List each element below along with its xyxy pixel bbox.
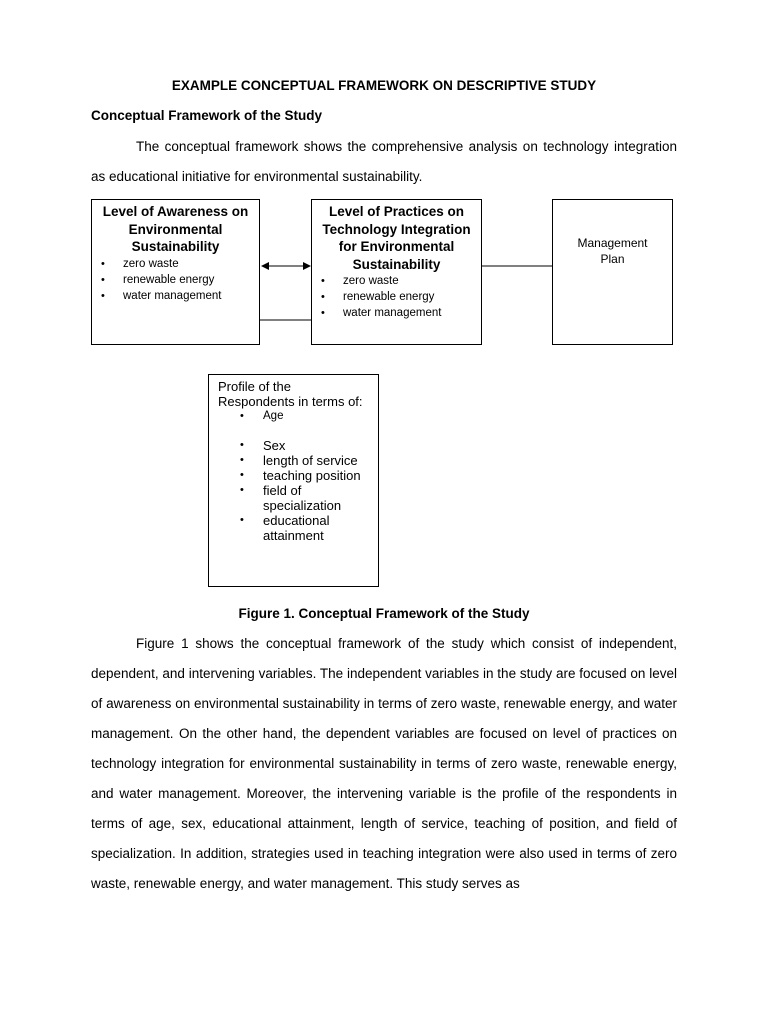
list-item: • teaching position (240, 468, 361, 483)
list-item: • renewable energy (321, 291, 435, 303)
list-item: • field of specialization (240, 483, 342, 513)
bullet-icon: • (101, 273, 105, 286)
bullet-icon: • (240, 469, 244, 481)
bullet-icon: • (101, 289, 105, 302)
bullet-icon: • (240, 439, 244, 451)
section-heading: Conceptual Framework of the Study (91, 108, 323, 123)
body-paragraph: Figure 1 shows the conceptual framework of the study which consist of independent, dependent, and intervening variables. The independent variables in the study are focused on level of awareness on environmental sustainability in terms of zero waste, renewable energy, and water management. On the other hand, the dependent variables are focused on level of practices on technology integration for environmental sustainability in terms of zero waste, renewable energy, and water management. Moreover, the intervening variable is the profile of the respondents in terms of age, sex, educational attainment, length of service, teaching of position, and field of specialization. In addition, strategies used in teaching integration were also used in terms of zero waste, renewable energy, and water management. This study serves as (91, 636, 677, 891)
awareness-box (91, 199, 260, 345)
list-item: • Sex (240, 438, 286, 453)
practices-box-title: Level of Practices on Technology Integration for Environmental Sustainability (322, 204, 471, 272)
profile-list (209, 409, 378, 543)
practices-box (311, 199, 482, 345)
bullet-icon: • (321, 275, 325, 287)
bullet-icon: • (240, 514, 244, 526)
intro-paragraph: The conceptual framework shows the comprehensive analysis on technology integration as educational initiative for environmental sustainability. (91, 139, 677, 184)
awareness-list (92, 256, 259, 304)
practices-list (312, 273, 481, 321)
bullet-icon: • (240, 410, 244, 422)
list-item: • Age (240, 410, 284, 422)
awareness-box-title: Level of Awareness on Environmental Sustainability (102, 204, 249, 254)
bullet-icon: • (321, 307, 325, 319)
list-item: • water management (321, 307, 442, 319)
list-item: • educational attainment (240, 513, 330, 543)
list-item: • renewable energy (101, 273, 215, 286)
list-item: • water management (101, 289, 222, 302)
management-plan-box (552, 199, 673, 345)
document-title: EXAMPLE CONCEPTUAL FRAMEWORK ON DESCRIPTIVE STUDY (171, 78, 597, 93)
bullet-icon: • (321, 291, 325, 303)
bullet-icon: • (240, 454, 244, 466)
profile-box-heading: Profile of the Respondents in terms of: (218, 379, 363, 409)
management-plan-label: Management Plan (577, 236, 648, 266)
bullet-icon: • (101, 257, 105, 270)
profile-box (208, 374, 379, 587)
list-item: • zero waste (101, 257, 179, 270)
figure-caption: Figure 1. Conceptual Framework of the Study (238, 606, 530, 621)
list-item: • zero waste (321, 275, 399, 287)
list-item: • length of service (240, 453, 358, 468)
bullet-icon: • (240, 484, 244, 496)
